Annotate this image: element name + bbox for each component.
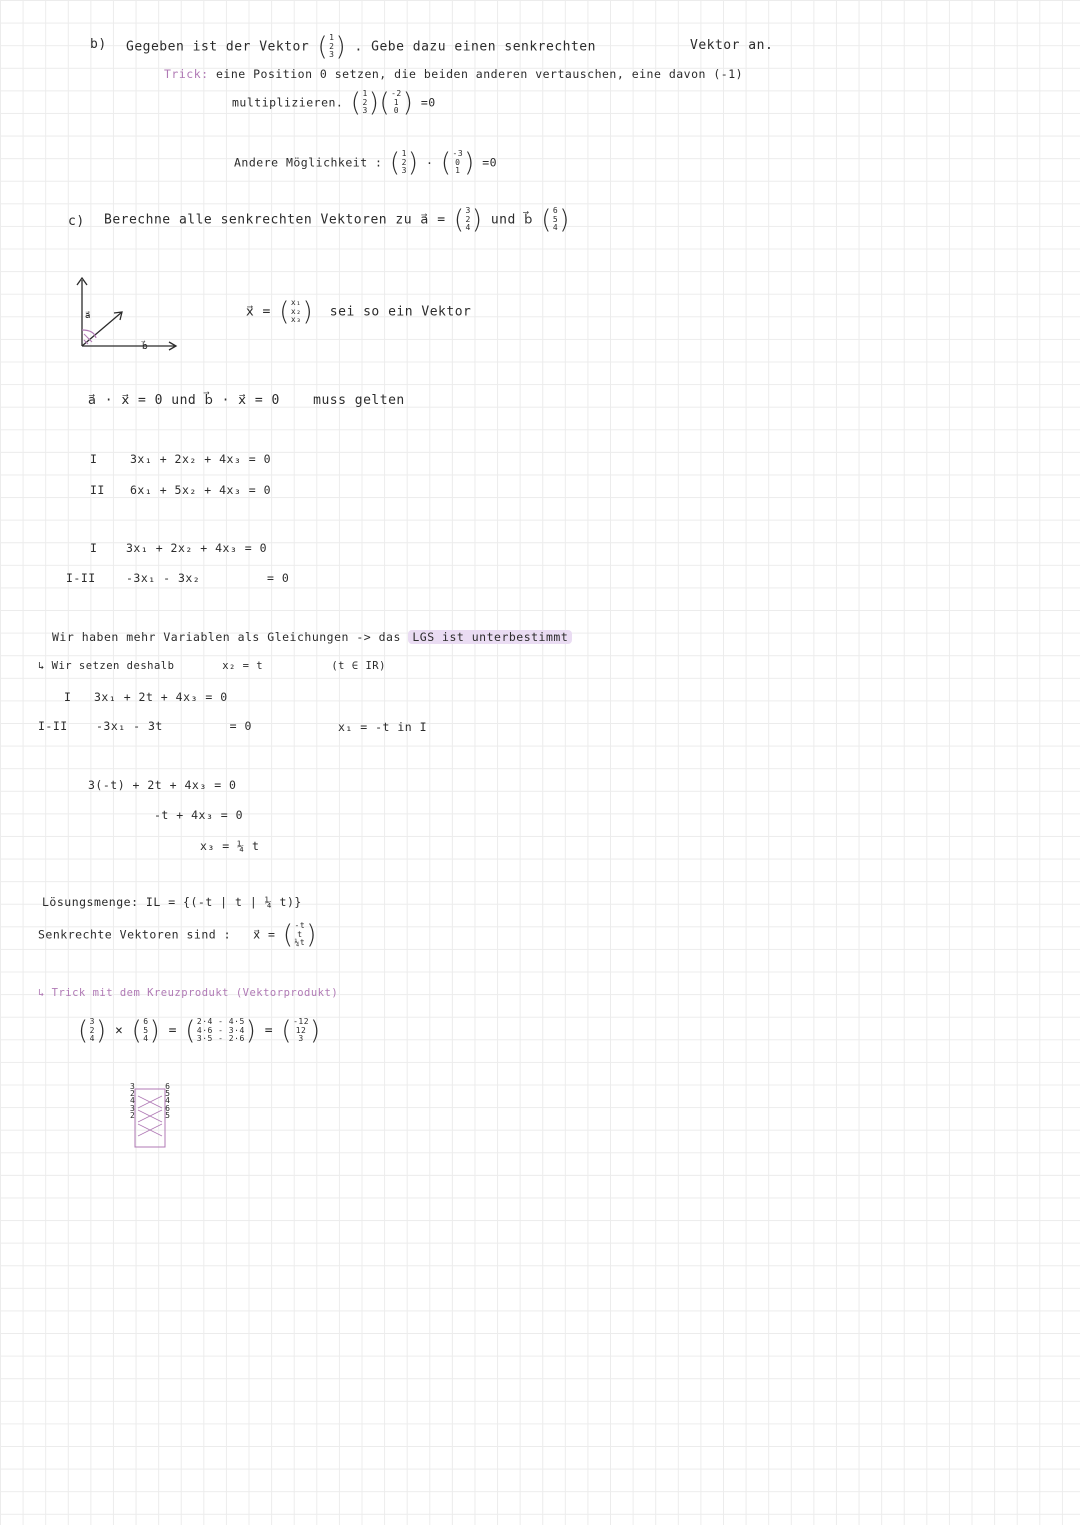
x-result-symbol: x⃗ = xyxy=(253,927,276,942)
part-c-label: c) xyxy=(68,214,85,229)
part-c-task xyxy=(104,207,570,233)
trick-text-2: multiplizieren. xyxy=(232,95,344,110)
conditions xyxy=(88,393,405,408)
trick-text: eine Position 0 setzen, die beiden anderen vertauschen, eine davon (-1) xyxy=(215,67,744,81)
cross-scheme-lines xyxy=(134,1088,166,1150)
sketch-b-label: b⃗ xyxy=(142,342,149,352)
task-c-text: Berechne alle senkrechten Vektoren zu xyxy=(104,212,413,228)
note-set-param xyxy=(38,660,386,672)
vector-x-result: ( -t t ¼t ) xyxy=(282,920,317,950)
solve-step-1: 3(-t) + 2t + 4x₃ = 0 xyxy=(88,778,237,792)
x-def-text: sei so ein Vektor xyxy=(329,304,472,320)
note-underdetermined xyxy=(52,630,572,644)
cross-scheme: 3 6 2 5 4 4 3 6 2 5 xyxy=(130,1082,170,1120)
vector-x: ( x₁ x₂ x₃ ) xyxy=(279,297,314,327)
system-1-row-1: I 3x₁ + 2x₂ + 4x₃ = 0 xyxy=(90,452,272,466)
note-set-text: ↳ Wir setzen deshalb xyxy=(38,660,175,672)
sketch-a-label: a⃗ xyxy=(85,311,92,321)
note-set-cond: (t ∈ IR) xyxy=(331,660,386,672)
vector-1-2-3: ( 1 2 3 ) xyxy=(317,32,347,62)
andere-text: Andere Möglichkeit : xyxy=(234,155,383,170)
perpendicular-vectors xyxy=(38,922,317,948)
und-text: und xyxy=(490,212,516,228)
system-1-row-2: II 6x₁ + 5x₂ + 4x₃ = 0 xyxy=(90,483,272,497)
part-b-task xyxy=(126,34,596,60)
system-2-row-2: I-II -3x₁ - 3x₂ = 0 xyxy=(66,571,290,585)
part-b-label: b) xyxy=(90,37,107,52)
x-symbol: x⃗ = xyxy=(246,304,271,320)
note-highlight: LGS ist unterbestimmt xyxy=(408,630,572,644)
dot-product-2: ( 1 2 3 ) · ( -3 0 1 ) xyxy=(389,148,475,178)
system-3-row-1: I 3x₁ + 2t + 4x₃ = 0 xyxy=(64,690,228,704)
senkrecht-text: Senkrechte Vektoren sind : xyxy=(38,927,232,942)
cross-product-trick: ↳ Trick mit dem Kreuzprodukt (Vektorprodukt) xyxy=(38,987,339,999)
cross-product: ( 3 2 4 ) × ( 6 5 4 ) = ( 2·4 - 4·5 4·6 - 3·4 3·5 - 2·6 ) = ( -12 12 3 ) xyxy=(78,1016,321,1046)
a-symbol: a⃗ = xyxy=(420,212,446,228)
dot-product-1: ( 1 2 3 ) ( -2 1 0 ) xyxy=(350,88,414,118)
conditions-text: a⃗ · x⃗ = 0 und b⃗ · x⃗ = 0 xyxy=(88,393,280,408)
vector-b: ( 6 5 4 ) xyxy=(541,205,570,235)
b-symbol: b⃗ xyxy=(524,212,533,228)
task-text: Gegeben ist der Vektor xyxy=(126,39,310,55)
vector-a: ( 3 2 4 ) xyxy=(453,205,483,235)
cross-b: ( 6 5 4 ) xyxy=(131,1016,161,1046)
task-text-3: Vektor an. xyxy=(690,38,774,53)
x1-substitution: x₁ = -t in I xyxy=(338,720,428,734)
andere-line xyxy=(234,150,497,176)
note-set-eq: x₂ = t xyxy=(222,660,264,672)
vector-sketch xyxy=(64,272,184,362)
muss-gelten: muss gelten xyxy=(313,393,405,408)
task-text-2: . Gebe dazu einen senkrechten xyxy=(354,39,596,55)
trick-line-2 xyxy=(232,90,436,116)
equals-zero-2: =0 xyxy=(482,155,498,170)
x-definition xyxy=(246,299,471,325)
solve-step-2: -t + 4x₃ = 0 xyxy=(154,808,244,822)
trick-label: Trick: xyxy=(164,67,209,81)
solve-step-3: x₃ = ¼ t xyxy=(200,839,260,853)
cross-result: ( -12 12 3 ) xyxy=(281,1016,321,1046)
note-text: Wir haben mehr Variablen als Gleichungen -> das xyxy=(52,630,401,644)
system-3-row-2: I-II -3x₁ - 3t = 0 xyxy=(38,719,252,733)
cross-a: ( 3 2 4 ) xyxy=(78,1016,107,1046)
cross-mid: ( 2·4 - 4·5 4·6 - 3·4 3·5 - 2·6 ) xyxy=(185,1016,257,1046)
equals-zero: =0 xyxy=(420,95,436,110)
system-2-row-1: I 3x₁ + 2x₂ + 4x₃ = 0 xyxy=(90,541,268,555)
solution-set: Lösungsmenge: IL = {(-t | t | ¼ t)} xyxy=(42,895,302,909)
trick-line xyxy=(164,67,743,81)
